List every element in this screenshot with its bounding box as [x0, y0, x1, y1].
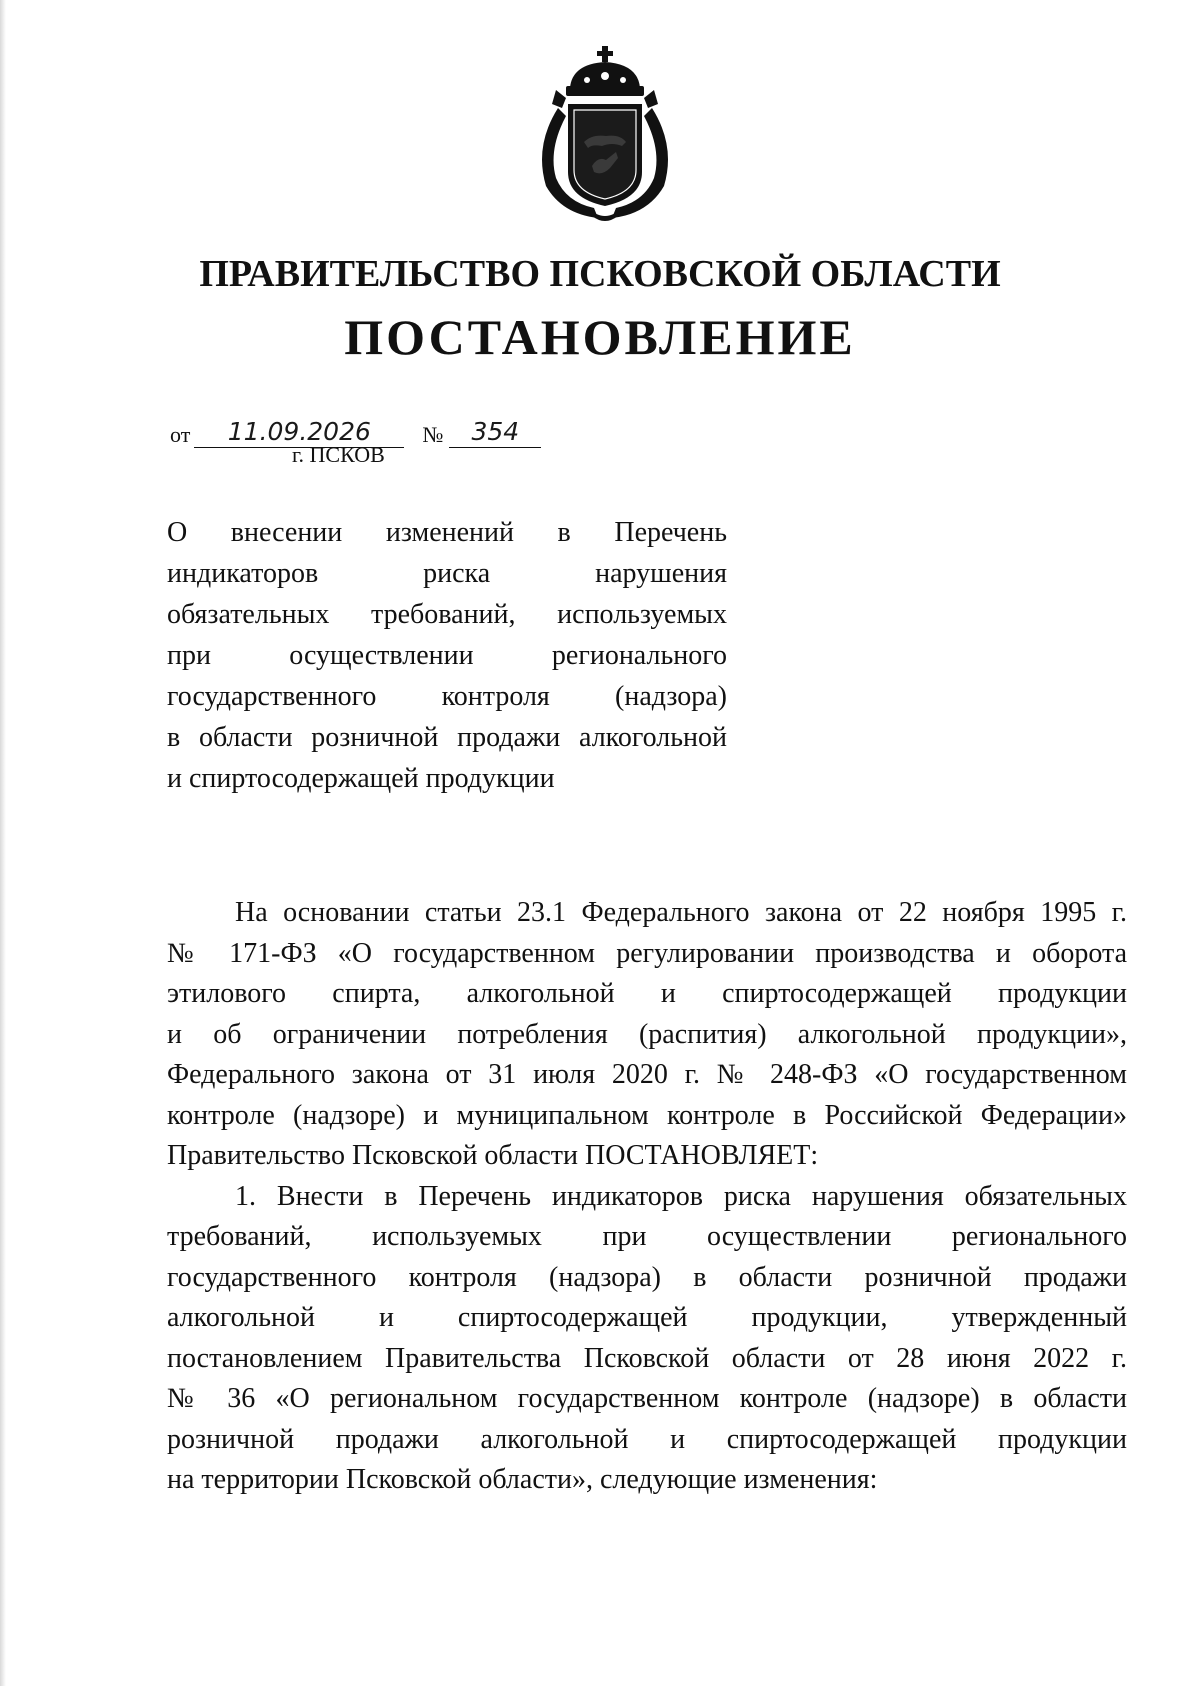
body-line: розничной продажи алкогольной и спиртосодержащей продукции [167, 1423, 1127, 1455]
number-label: № [422, 422, 444, 447]
subject-line: при осуществлении регионального [167, 640, 727, 671]
coat-of-arms-icon [532, 46, 678, 224]
government-title: ПРАВИТЕЛЬСТВО ПСКОВСКОЙ ОБЛАСТИ [199, 253, 1001, 295]
handwritten-date: 11.09.2026 [194, 417, 404, 448]
body-line: алкогольной и спиртосодержащей продукции, утвержденный [167, 1302, 1127, 1333]
body-line: На основании статьи 23.1 Федерального закона от 22 ноября 1995 г. [235, 897, 1127, 928]
body-line: постановлением Правительства Псковской области от 28 июня 2022 г. [167, 1342, 1127, 1374]
body-line: и об ограничении потребления (распития) алкогольной продукции», [167, 1018, 1127, 1050]
body-line: этилового спирта, алкогольной и спиртосодержащей продукции [167, 978, 1127, 1009]
body-line: Правительство Псковской области ПОСТАНОВЛЯЕТ: [167, 1140, 819, 1171]
body-line: на территории Псковской области», следующие изменения: [167, 1464, 878, 1495]
body-line: требований, используемых при осуществлении регионального [167, 1221, 1127, 1252]
date-label: от [170, 422, 191, 447]
subject-line: и спиртосодержащей продукции [167, 763, 555, 794]
subject-line: индикаторов риска нарушения [167, 558, 727, 589]
subject-line: в области розничной продажи алкогольной [167, 722, 727, 753]
body-line: 1. Внести в Перечень индикаторов риска нарушения обязательных [235, 1180, 1127, 1212]
document-type-title: ПОСТАНОВЛЕНИЕ [344, 309, 856, 365]
subject-line: О внесении изменений в Перечень [167, 517, 727, 548]
body-line: Федерального закона от 31 июля 2020 г. № 248-ФЗ «О государственном [167, 1059, 1127, 1090]
body-line: № 36 «О региональном государственном контроле (надзоре) в области [167, 1383, 1127, 1414]
document-subject [167, 512, 727, 799]
handwritten-number: 354 [449, 417, 541, 448]
body-line: государственного контроля (надзора) в области розничной продажи [167, 1261, 1127, 1293]
subject-line: обязательных требований, используемых [167, 599, 727, 630]
body-line: контроле (надзоре) и муниципальном контроле в Российской Федерации» [167, 1099, 1127, 1131]
body-line: № 171-ФЗ «О государственном регулировании производства и оборота [167, 937, 1127, 969]
document-body [167, 893, 1127, 1501]
subject-line: государственного контроля (надзора) [167, 681, 727, 712]
city-label: г. ПСКОВ [292, 442, 385, 467]
